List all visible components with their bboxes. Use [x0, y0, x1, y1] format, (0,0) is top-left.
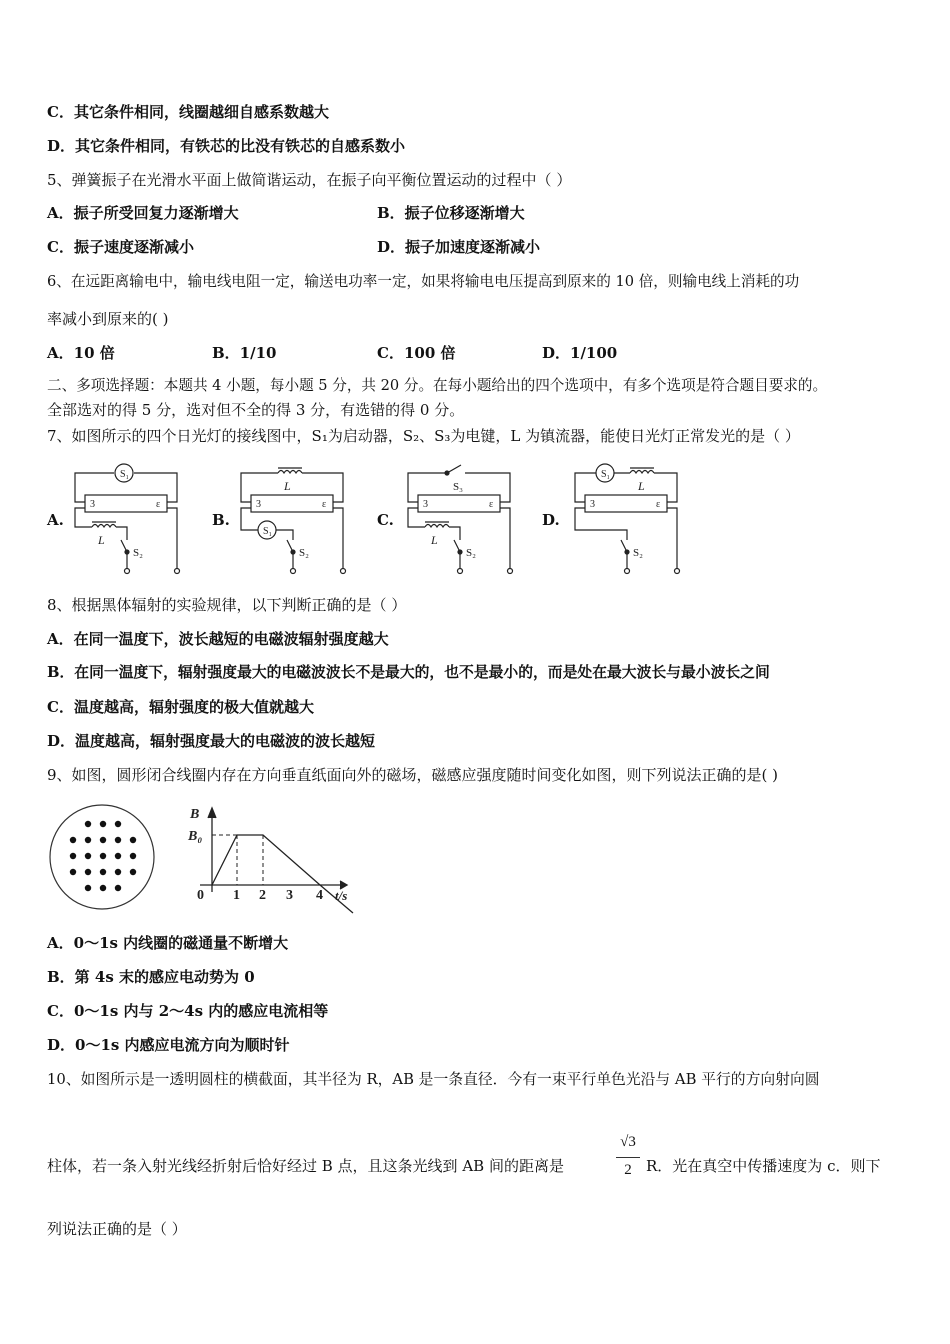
switch-icon: [621, 508, 677, 568]
b-t-graph: [185, 800, 370, 915]
wire: [241, 473, 343, 502]
ballast-coil-icon: [278, 468, 302, 473]
ballast-label: L: [638, 479, 645, 493]
q10-stem-line2-part1: 柱体，若一条入射光线经折射后恰好经过 B 点，且这条光线到 AB 间的距离是: [47, 1157, 564, 1175]
svg-text:3: 3: [90, 499, 95, 510]
q7-stem: 7、如图所示的四个日光灯的接线图中，S₁为启动器，S₂、S₃为电键，L 为镇流器，能使日光灯正常发光的是（ ）: [47, 427, 800, 445]
fraction-bar: [616, 1157, 640, 1158]
magnetic-field-coil-diagram: [46, 802, 158, 912]
fluorescent-tube: [85, 495, 167, 512]
starter-label: S₁: [601, 469, 611, 480]
q8-option-c: C．温度越高，辐射强度的极大值就越大: [47, 698, 314, 716]
q5-stem: 5、弹簧振子在光滑水平面上做简谐运动，在振子向平衡位置运动的过程中（ ）: [47, 171, 572, 189]
q5-option-d: D．振子加速度逐渐减小: [377, 238, 541, 256]
q9-stem: 9、如图，圆形闭合线圈内存在方向垂直纸面向外的磁场，磁感应强度随时间变化如图，则下列说法正确的是( ): [47, 766, 779, 784]
tick-label: 3: [286, 888, 293, 903]
tick-label: 4: [316, 888, 323, 903]
circuit-diagram-c: [403, 460, 523, 576]
section2-heading-line1: 二、多项选择题：本题共 4 小题，每小题 5 分，共 20 分。在每小题给出的四个选项中，有多个选项是符合题目要求的。: [47, 377, 828, 394]
switch-label: S₂: [133, 547, 143, 559]
q5-option-a: A．振子所受回复力逐渐增大: [47, 204, 239, 222]
q8-option-d: D．温度越高，辐射强度最大的电磁波的波长越短: [47, 732, 376, 750]
starter-label: S₁: [263, 526, 273, 537]
svg-text:3: 3: [423, 499, 428, 510]
q6-option-a: A．10 倍: [47, 344, 115, 362]
circuit-diagram-b: [236, 460, 356, 576]
fluorescent-tube: [585, 495, 667, 512]
starter-label: S₁: [120, 469, 130, 480]
fraction-numerator: √3: [620, 1134, 636, 1150]
q8-option-a: A．在同一温度下，波长越短的电磁波辐射强度越大: [47, 630, 389, 648]
ballast-coil-icon: [425, 522, 449, 527]
svg-text:3: 3: [590, 499, 595, 510]
tick-label: 2: [259, 888, 266, 903]
t-axis-label: t/s: [335, 888, 348, 903]
q6-option-b: B．1/10: [212, 344, 277, 362]
fraction-denominator: 2: [624, 1162, 632, 1178]
q6-stem-line2: 率减小到原来的( ): [47, 310, 169, 328]
q9-option-a: A．0～1s 内线圈的磁通量不断增大: [47, 934, 289, 952]
b0-label: B₀: [188, 829, 203, 844]
switch-label: S₂: [466, 547, 476, 559]
svg-text:ε: ε: [656, 499, 661, 510]
b-axis-label: B: [190, 807, 200, 822]
svg-text:3: 3: [256, 499, 261, 510]
switch-icon: [287, 508, 343, 568]
q7-option-d-label: D.: [542, 511, 560, 529]
ballast-label: L: [431, 533, 438, 547]
q4-option-d: D．其它条件相同，有铁芯的比没有铁芯的自感系数小: [47, 137, 406, 155]
q6-option-d: D．1/100: [542, 344, 618, 362]
switch-label: S₂: [633, 547, 643, 559]
q9-option-b: B．第 4s 末的感应电动势为 0: [47, 968, 255, 986]
svg-text:ε: ε: [156, 499, 161, 510]
q7-option-c-label: C.: [377, 511, 394, 529]
circuit-diagram-d: [570, 460, 690, 576]
q6-stem-line1: 6、在远距离输电中，输电线电阻一定，输送电功率一定，如果将输电电压提高到原来的 10 倍，则输电线上消耗的功: [47, 273, 800, 290]
q6-option-c: C．100 倍: [377, 344, 456, 362]
section2-heading-line2: 全部选对的得 5 分，选对但不全的得 3 分，有选错的得 0 分。: [47, 401, 465, 419]
q9-option-c: C．0～1s 内与 2～4s 内的感应电流相等: [47, 1002, 329, 1020]
ballast-coil-icon: [92, 522, 116, 527]
switch-icon: [121, 508, 177, 568]
circuit-diagram-a: [70, 460, 190, 576]
switch-icon: [454, 508, 510, 568]
ballast-coil-icon: [630, 468, 654, 473]
q9-option-d: D．0～1s 内感应电流方向为顺时针: [47, 1036, 290, 1054]
tick-label: 0: [197, 888, 204, 903]
b-axis-arrow: [208, 808, 216, 818]
q8-option-b: B．在同一温度下，辐射强度最大的电磁波波长不是最大的，也不是最小的，而是处在最大波长与最小波长之间: [47, 664, 770, 681]
guide-lines: [212, 835, 263, 885]
fluorescent-tube: [251, 495, 333, 512]
field-out-of-page-dots: [70, 821, 136, 891]
wire: [575, 473, 677, 502]
q5-option-c: C．振子速度逐渐减小: [47, 238, 194, 256]
q7-option-a-label: A.: [47, 511, 64, 529]
switch-label: S₂: [299, 547, 309, 559]
switch-s3-label: S₃: [453, 481, 463, 493]
svg-text:ε: ε: [489, 499, 494, 510]
q8-stem: 8、根据黑体辐射的实验规律，以下判断正确的是（ ）: [47, 596, 407, 614]
q10-stem-line3: 列说法正确的是（ ）: [47, 1220, 187, 1238]
tick-label: 1: [233, 888, 240, 903]
fluorescent-tube: [418, 495, 500, 512]
ballast-label: L: [284, 479, 291, 493]
q7-option-b-label: B.: [212, 511, 230, 529]
q5-option-b: B．振子位移逐渐增大: [377, 204, 525, 222]
ballast-label: L: [98, 533, 105, 547]
q10-stem-line1: 10、如图所示是一透明圆柱的横截面，其半径为 R，AB 是一条直径．今有一束平行单色光沿与 AB 平行的方向射向圆: [47, 1071, 820, 1088]
wire: [575, 498, 627, 540]
q10-stem-line2-part2: R．光在真空中传播速度为 c．则下: [646, 1157, 881, 1175]
q4-option-c: C．其它条件相同，线圈越细自感系数越大: [47, 103, 329, 121]
svg-text:ε: ε: [322, 499, 327, 510]
